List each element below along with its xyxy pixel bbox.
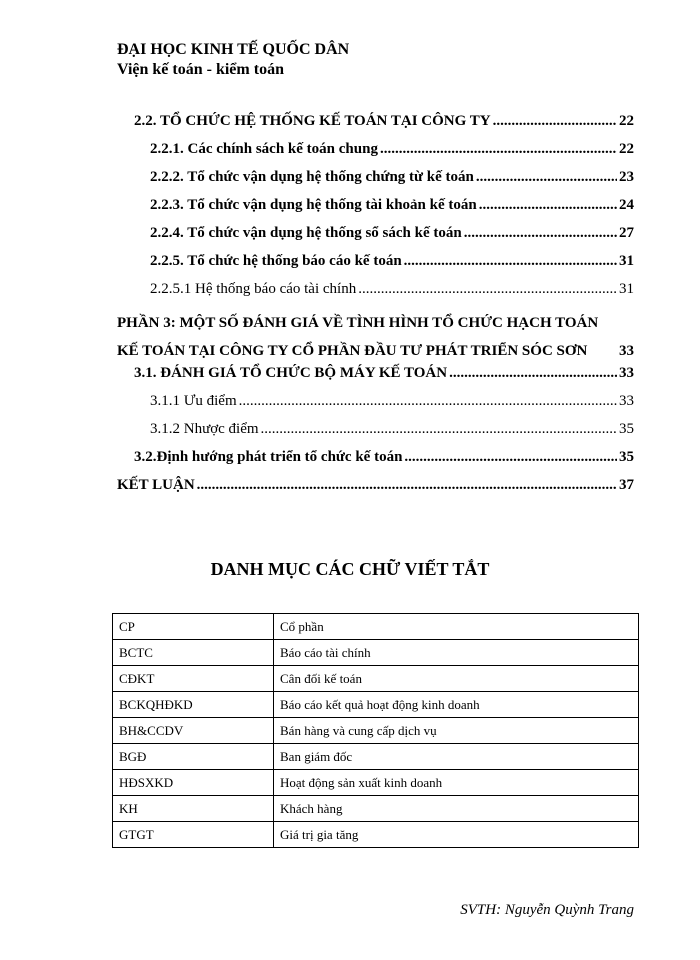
toc-entry	[117, 225, 634, 253]
toc-entry-page: 31	[619, 253, 634, 269]
toc-entry-page: 33	[619, 365, 634, 381]
toc-entry	[117, 281, 634, 309]
toc-leader	[449, 365, 617, 382]
toc-leader	[239, 393, 617, 410]
full-form-cell: Khách hàng	[274, 796, 639, 822]
full-form-cell: Ban giám đốc	[274, 744, 639, 770]
full-form-cell: Báo cáo kết quả hoạt động kinh doanh	[274, 692, 639, 718]
abbr-cell: BCTC	[113, 640, 274, 666]
toc-entry-title: 2.2.5.1 Hệ thống báo cáo tài chính	[150, 281, 357, 297]
full-form-cell: Báo cáo tài chính	[274, 640, 639, 666]
toc-leader	[380, 141, 617, 158]
table-of-contents	[117, 113, 634, 505]
toc-entry-page: 37	[619, 477, 634, 493]
table-row	[113, 770, 639, 796]
table-row	[113, 640, 639, 666]
toc-leader	[476, 169, 617, 186]
toc-leader	[493, 113, 617, 130]
document-header	[117, 40, 349, 80]
full-form-cell: Hoạt động sản xuất kinh doanh	[274, 770, 639, 796]
toc-entry-page: 31	[619, 281, 634, 297]
full-form-cell: Cổ phần	[274, 614, 639, 640]
toc-entry-page: 33	[619, 343, 634, 359]
toc-entry-title: 2.2.5. Tổ chức hệ thống báo cáo kế toán	[150, 253, 402, 269]
toc-entry	[117, 141, 634, 169]
toc-entry-title: 2.2. TỔ CHỨC HỆ THỐNG KẾ TOÁN TẠI CÔNG TY	[134, 113, 491, 129]
toc-leader	[404, 449, 617, 466]
toc-entry-title: 2.2.4. Tổ chức vận dụng hệ thống sổ sách kế toán	[150, 225, 462, 241]
toc-part-line2	[117, 337, 634, 365]
toc-entry	[117, 253, 634, 281]
abbr-cell: CĐKT	[113, 666, 274, 692]
toc-entry-page: 27	[619, 225, 634, 241]
full-form-cell: Cân đối kế toán	[274, 666, 639, 692]
toc-leader	[358, 281, 617, 298]
toc-entry	[117, 197, 634, 225]
table-row	[113, 666, 639, 692]
toc-entry-page: 24	[619, 197, 634, 213]
toc-entry-page: 35	[619, 449, 634, 465]
full-form-cell: Giá trị gia tăng	[274, 822, 639, 848]
toc-entry	[117, 393, 634, 421]
student-signature: SVTH: Nguyễn Quỳnh Trang	[460, 902, 634, 918]
toc-leader	[464, 225, 617, 242]
full-form-cell: Bán hàng và cung cấp dịch vụ	[274, 718, 639, 744]
toc-entry-title: 2.2.3. Tổ chức vận dụng hệ thống tài khoản kế toán	[150, 197, 477, 213]
toc-part-title-line2: KẾ TOÁN TẠI CÔNG TY CỔ PHẦN ĐẦU TƯ PHÁT TRIỂN SÓC SƠN	[117, 343, 588, 359]
institute-name: Viện kế toán - kiểm toán	[117, 61, 284, 78]
toc-entry-title: 3.1. ĐÁNH GIÁ TỔ CHỨC BỘ MÁY KẾ TOÁN	[134, 365, 448, 381]
toc-entry-page: 33	[619, 393, 634, 409]
table-row	[113, 744, 639, 770]
toc-entry	[117, 169, 634, 197]
toc-entry-title: 3.1.1 Ưu điểm	[150, 393, 237, 409]
toc-entry-title: 2.2.1. Các chính sách kế toán chung	[150, 141, 378, 157]
abbr-cell: CP	[113, 614, 274, 640]
toc-entry-title: 3.1.2 Nhược điểm	[150, 421, 259, 437]
abbreviations-table	[112, 613, 639, 848]
toc-entry	[117, 113, 634, 141]
toc-entry-title: KẾT LUẬN	[117, 477, 195, 493]
toc-entry	[117, 477, 634, 505]
table-row	[113, 718, 639, 744]
table-row	[113, 822, 639, 848]
abbr-cell: GTGT	[113, 822, 274, 848]
toc-entry-page: 35	[619, 421, 634, 437]
toc-leader	[197, 477, 617, 494]
toc-entry-title: 2.2.2. Tổ chức vận dụng hệ thống chứng từ kế toán	[150, 169, 474, 185]
table-row	[113, 796, 639, 822]
toc-part-title-line1: PHẦN 3: MỘT SỐ ĐÁNH GIÁ VỀ TÌNH HÌNH TỔ CHỨC HẠCH TOÁN	[117, 315, 599, 331]
toc-entry	[117, 365, 634, 393]
abbreviations-title: DANH MỤC CÁC CHỮ VIẾT TẮT	[210, 559, 490, 579]
toc-entry-page: 22	[619, 141, 634, 157]
abbr-cell: HĐSXKD	[113, 770, 274, 796]
toc-leader	[479, 197, 617, 214]
table-row	[113, 614, 639, 640]
toc-entry	[117, 421, 634, 449]
toc-entry-page: 23	[619, 169, 634, 185]
abbr-cell: KH	[113, 796, 274, 822]
abbr-cell: BCKQHĐKD	[113, 692, 274, 718]
toc-leader	[261, 421, 617, 438]
abbr-cell: BGĐ	[113, 744, 274, 770]
abbr-cell: BH&CCDV	[113, 718, 274, 744]
toc-entry	[117, 449, 634, 477]
university-name: ĐẠI HỌC KINH TẾ QUỐC DÂN	[117, 41, 350, 58]
toc-leader	[404, 253, 617, 270]
toc-entry-page: 22	[619, 113, 634, 129]
toc-entry-title: 3.2.Định hướng phát triển tổ chức kế toán	[134, 449, 403, 465]
table-row	[113, 692, 639, 718]
toc-part-entry	[117, 309, 634, 365]
